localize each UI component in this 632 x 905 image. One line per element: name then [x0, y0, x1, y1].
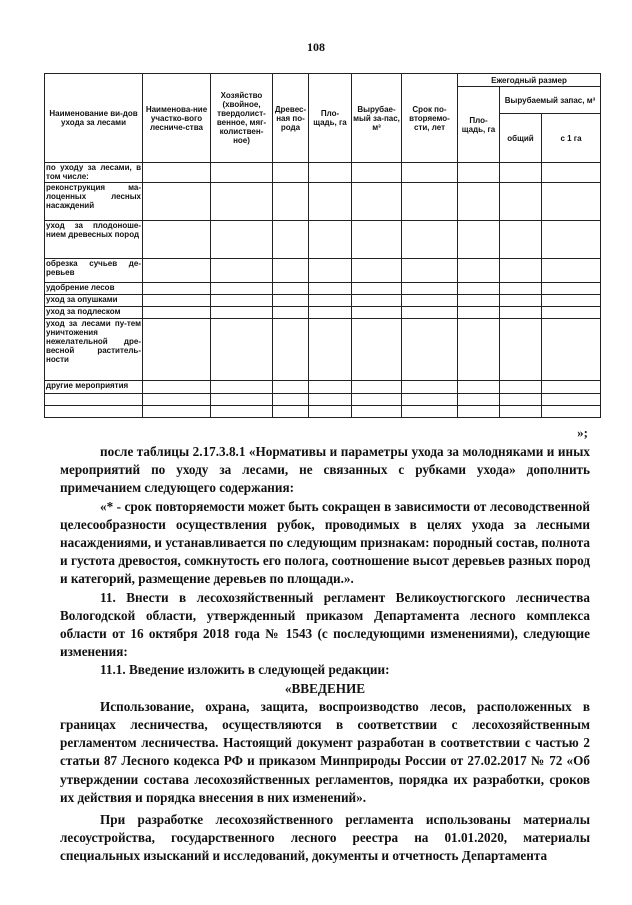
- header-total: общий: [500, 114, 542, 163]
- care-types-table: [44, 73, 601, 418]
- header-period: Срок по-вторяемо-сти, лет: [402, 74, 458, 163]
- header-farm: Хозяйство (хвойное, твердолист-венное, мяг-колиствен-ное): [211, 74, 273, 163]
- paragraph-materials: При разработке лесохозяйственного регламента использованы материалы лесоустройства, государственного лесного реестра на 01.01.2020, материалы специальных изысканий и исследований, документы и отчетность Департамента: [60, 812, 590, 864]
- header-yield: Вырубае-мый за-пас, м³: [352, 74, 402, 163]
- table-row-label: уход за подлеском: [45, 307, 143, 319]
- body-text-block: [60, 443, 590, 866]
- table-row-label: [45, 394, 143, 406]
- table-row-label: уход за плодоноше-нием древесных пород: [45, 221, 143, 259]
- table-row-label: удобрение лесов: [45, 283, 143, 295]
- header-annual-volume: Вырубаемый запас, м³: [500, 87, 601, 114]
- header-per-ha: с 1 га: [542, 114, 601, 163]
- table-row-label: по уходу за лесами, в том числе:: [46, 163, 141, 181]
- header-site: Наименова-ние участко-вого лесниче-ства: [143, 74, 211, 163]
- table-row-label: [45, 406, 143, 418]
- page-number: 108: [307, 40, 325, 54]
- paragraph-intro: Использование, охрана, защита, воспроизводство лесов, расположенных в границах лесничества, осуществляются в соответствии с лесохозяйственным регламентом лесничества. Настоящий документ разработан в соответствии с частью 2 статьи 87 Лесного кодекса РФ и приказом Минприроды России от 27.02.2017 № 72 «Об утверждении состава лесохозяйственных регламентов, порядка их разработки, сроков их действия и порядка внесения в них изменений».: [60, 698, 590, 805]
- paragraph-footnote: «* - срок повторяемости может быть сокращен в зависимости от лесоводственной целесообразности осуществления рубок, проводимых в целях ухода за лесными насаждениями, и устанавливается по следующим признакам: породный состав, полнота и густота древостоя, сомкнутость его полога, соотношение высот деревьев разных пород и категорий, размещение деревьев по площади.».: [60, 498, 590, 587]
- header-annual: Ежегодный размер: [458, 74, 601, 87]
- paragraph-item-11: 11. Внести в лесохозяйственный регламент Великоустюгского лесничества Вологодской области, утвержденный приказом Департамента лесного комплекса области от 16 октября 2018 года № 1543 (с последующими изменениями), следующие изменения:: [60, 589, 590, 660]
- table-row-label: обрезка сучьев де-ревьев: [45, 259, 143, 283]
- closing-quote-mark: »;: [577, 425, 588, 440]
- table-row-label: реконструкция ма-лоценных лесных насаждений: [45, 183, 143, 221]
- header-area: Пло-щадь, га: [309, 74, 352, 163]
- table-row-label: уход за опушками: [45, 295, 143, 307]
- paragraph-after-table: после таблицы 2.17.3.8.1 «Нормативы и параметры ухода за молодняками и иных мероприятий по уходу за лесами, не связанных с рубками ухода» дополнить примечанием следующего содержания:: [60, 444, 590, 496]
- header-annual-area: Пло-щадь, га: [458, 87, 500, 163]
- section-heading: «ВВЕДЕНИЕ: [284, 680, 366, 696]
- table-row-label: другие мероприятия: [45, 381, 143, 394]
- table-row-label: уход за лесами пу-тем уничтожения нежелательной дре-весной раститель-ности: [45, 319, 143, 381]
- paragraph-item-11-1: 11.1. Введение изложить в следующей редакции:: [100, 662, 390, 678]
- header-type: Наименование ви-дов ухода за лесами: [45, 74, 143, 163]
- header-species: Древес-ная по-рода: [273, 74, 309, 163]
